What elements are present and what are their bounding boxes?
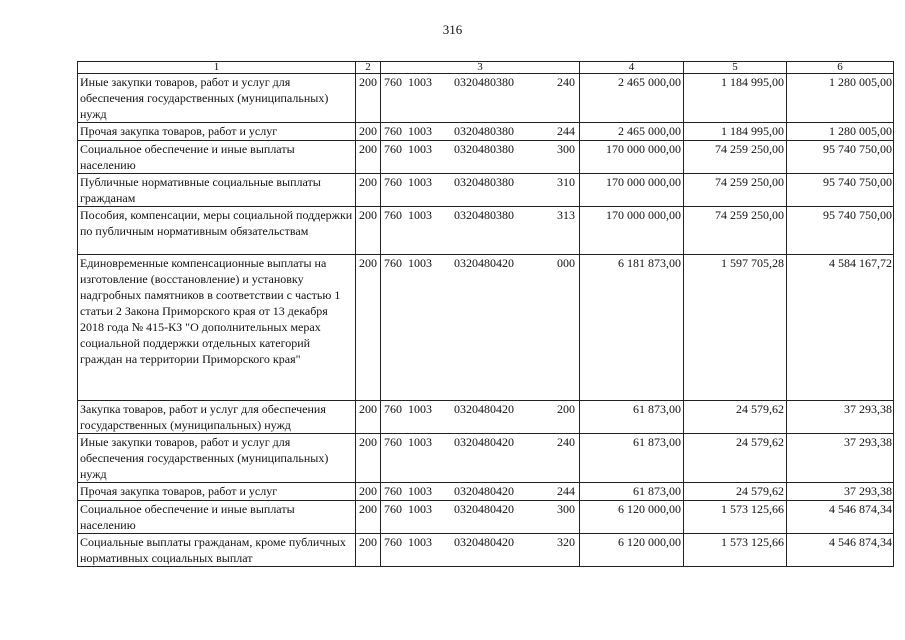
- row-budget-code: [381, 534, 580, 567]
- row-planned-amount: 6 120 000,00: [580, 534, 684, 567]
- row-planned-amount: 61 873,00: [580, 434, 684, 483]
- row-code-admin: 200: [356, 174, 381, 207]
- code-section: 1003: [408, 142, 432, 156]
- table-row: [78, 255, 894, 401]
- row-name: Прочая закупка товаров, работ и услуг: [78, 123, 356, 141]
- row-remaining-amount: 4 584 167,72: [787, 255, 894, 401]
- row-remaining-amount: 37 293,38: [787, 483, 894, 501]
- row-executed-amount: 74 259 250,00: [684, 207, 787, 255]
- code-department: 760: [384, 175, 402, 189]
- row-executed-amount: 74 259 250,00: [684, 174, 787, 207]
- row-name: Прочая закупка товаров, работ и услуг: [78, 483, 356, 501]
- code-department: 760: [384, 75, 402, 89]
- row-name: Единовременные компенсационные выплаты на изготовление (восстановление) и установку надгробных памятников в соответствии с частью 1 статьи 2 Закона Приморского края от 13 декабря 2018 года № 415-КЗ "О дополнительных мерах социальной поддержки отдельных категорий граждан на территории Приморского края": [78, 255, 356, 401]
- column-header-6: 6: [787, 62, 894, 74]
- row-code-admin: 200: [356, 207, 381, 255]
- code-department: 760: [384, 435, 402, 449]
- table-row: [78, 534, 894, 567]
- row-code-admin: 200: [356, 141, 381, 174]
- code-section: 1003: [408, 208, 432, 222]
- row-name: Пособия, компенсации, меры социальной поддержки по публичным нормативным обязательствам: [78, 207, 356, 255]
- table-row: [78, 74, 894, 123]
- row-executed-amount: 1 573 125,66: [684, 534, 787, 567]
- code-target-article: 0320480420: [454, 484, 514, 498]
- code-target-article: 0320480380: [454, 175, 514, 189]
- row-executed-amount: 24 579,62: [684, 434, 787, 483]
- table-row: [78, 174, 894, 207]
- row-code-admin: 200: [356, 483, 381, 501]
- row-executed-amount: 74 259 250,00: [684, 141, 787, 174]
- row-code-admin: 200: [356, 434, 381, 483]
- code-target-article: 0320480380: [454, 208, 514, 222]
- row-budget-code: [381, 207, 580, 255]
- row-budget-code: [381, 74, 580, 123]
- code-target-article: 0320480380: [454, 142, 514, 156]
- row-executed-amount: 24 579,62: [684, 401, 787, 434]
- row-budget-code: [381, 434, 580, 483]
- code-department: 760: [384, 535, 402, 549]
- table-row: [78, 123, 894, 141]
- code-department: 760: [384, 484, 402, 498]
- row-remaining-amount: 4 546 874,34: [787, 534, 894, 567]
- code-section: 1003: [408, 402, 432, 416]
- row-name: Иные закупки товаров, работ и услуг для обеспечения государственных (муниципальных) нужд: [78, 434, 356, 483]
- row-planned-amount: 61 873,00: [580, 401, 684, 434]
- row-name: Социальное обеспечение и иные выплаты населению: [78, 141, 356, 174]
- table-row: [78, 501, 894, 534]
- code-expense-type: 313: [557, 208, 575, 222]
- code-department: 760: [384, 256, 402, 270]
- row-remaining-amount: 37 293,38: [787, 434, 894, 483]
- row-remaining-amount: 4 546 874,34: [787, 501, 894, 534]
- row-executed-amount: 1 184 995,00: [684, 74, 787, 123]
- code-department: 760: [384, 124, 402, 138]
- table-row: [78, 434, 894, 483]
- code-expense-type: 300: [557, 142, 575, 156]
- row-planned-amount: 170 000 000,00: [580, 207, 684, 255]
- row-name: Публичные нормативные социальные выплаты гражданам: [78, 174, 356, 207]
- row-executed-amount: 1 597 705,28: [684, 255, 787, 401]
- row-remaining-amount: 1 280 005,00: [787, 123, 894, 141]
- budget-table: [77, 61, 894, 567]
- row-planned-amount: 170 000 000,00: [580, 174, 684, 207]
- code-section: 1003: [408, 535, 432, 549]
- code-section: 1003: [408, 435, 432, 449]
- row-budget-code: [381, 255, 580, 401]
- code-target-article: 0320480380: [454, 75, 514, 89]
- code-expense-type: 320: [557, 535, 575, 549]
- column-header-1: 1: [78, 62, 356, 74]
- row-remaining-amount: 95 740 750,00: [787, 141, 894, 174]
- code-section: 1003: [408, 484, 432, 498]
- row-code-admin: 200: [356, 74, 381, 123]
- code-target-article: 0320480420: [454, 535, 514, 549]
- row-planned-amount: 61 873,00: [580, 483, 684, 501]
- row-budget-code: [381, 174, 580, 207]
- code-expense-type: 244: [557, 124, 575, 138]
- row-code-admin: 200: [356, 501, 381, 534]
- row-remaining-amount: 95 740 750,00: [787, 174, 894, 207]
- row-executed-amount: 1 184 995,00: [684, 123, 787, 141]
- code-expense-type: 300: [557, 502, 575, 516]
- row-executed-amount: 1 573 125,66: [684, 501, 787, 534]
- row-name: Социальные выплаты гражданам, кроме публичных нормативных социальных выплат: [78, 534, 356, 567]
- page-number: 316: [442, 22, 463, 37]
- row-name: Закупка товаров, работ и услуг для обеспечения государственных (муниципальных) нужд: [78, 401, 356, 434]
- code-expense-type: 310: [557, 175, 575, 189]
- table-row: [78, 207, 894, 255]
- code-expense-type: 244: [557, 484, 575, 498]
- row-remaining-amount: 1 280 005,00: [787, 74, 894, 123]
- row-budget-code: [381, 123, 580, 141]
- column-header-4: 4: [580, 62, 684, 74]
- column-header-3: 3: [381, 62, 580, 74]
- row-budget-code: [381, 483, 580, 501]
- code-section: 1003: [408, 124, 432, 138]
- row-executed-amount: 24 579,62: [684, 483, 787, 501]
- row-code-admin: 200: [356, 255, 381, 401]
- row-code-admin: 200: [356, 123, 381, 141]
- code-target-article: 0320480420: [454, 502, 514, 516]
- row-budget-code: [381, 501, 580, 534]
- row-budget-code: [381, 141, 580, 174]
- column-header-2: 2: [356, 62, 381, 74]
- code-section: 1003: [408, 175, 432, 189]
- code-department: 760: [384, 402, 402, 416]
- code-target-article: 0320480420: [454, 256, 514, 270]
- table-row: [78, 483, 894, 501]
- row-name: Социальное обеспечение и иные выплаты населению: [78, 501, 356, 534]
- code-expense-type: 200: [557, 402, 575, 416]
- row-planned-amount: 6 181 873,00: [580, 255, 684, 401]
- row-planned-amount: 2 465 000,00: [580, 123, 684, 141]
- code-expense-type: 240: [557, 435, 575, 449]
- row-remaining-amount: 95 740 750,00: [787, 207, 894, 255]
- code-department: 760: [384, 502, 402, 516]
- code-department: 760: [384, 208, 402, 222]
- row-remaining-amount: 37 293,38: [787, 401, 894, 434]
- table-row: [78, 401, 894, 434]
- code-expense-type: 000: [557, 256, 575, 270]
- code-department: 760: [384, 142, 402, 156]
- code-section: 1003: [408, 75, 432, 89]
- row-planned-amount: 2 465 000,00: [580, 74, 684, 123]
- row-budget-code: [381, 401, 580, 434]
- table-header-row: [78, 62, 894, 74]
- code-target-article: 0320480420: [454, 435, 514, 449]
- column-header-5: 5: [684, 62, 787, 74]
- code-section: 1003: [408, 256, 432, 270]
- table-row: [78, 141, 894, 174]
- row-planned-amount: 170 000 000,00: [580, 141, 684, 174]
- row-planned-amount: 6 120 000,00: [580, 501, 684, 534]
- code-target-article: 0320480420: [454, 402, 514, 416]
- code-section: 1003: [408, 502, 432, 516]
- code-target-article: 0320480380: [454, 124, 514, 138]
- row-code-admin: 200: [356, 534, 381, 567]
- row-name: Иные закупки товаров, работ и услуг для обеспечения государственных (муниципальных) нужд: [78, 74, 356, 123]
- code-expense-type: 240: [557, 75, 575, 89]
- row-code-admin: 200: [356, 401, 381, 434]
